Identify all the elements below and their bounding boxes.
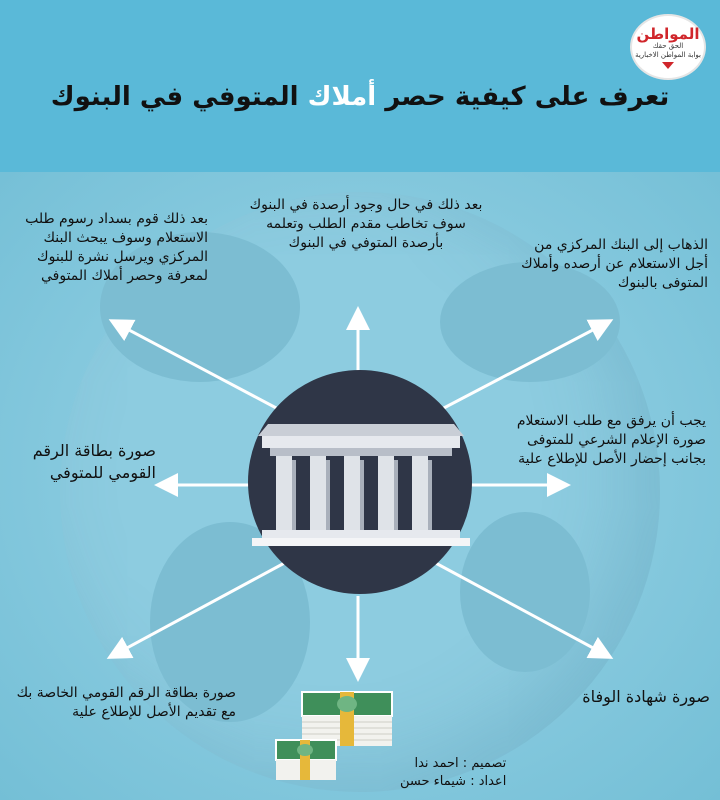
arrow-icon — [440, 322, 608, 410]
step-mid-right: يجب أن يرفق مع طلب الاستعلام صورة الإعلام الشرعي للمتوفى بجانب إحضار الأصل للإطلاع علية — [516, 413, 706, 467]
step-bottom-right: صورة شهادة الوفاة — [582, 687, 710, 706]
step-top-right: الذهاب إلى البنك المركزي من أجل الاستعلام عن أرصده وأملاك المتوفى بالبنوك — [521, 237, 708, 291]
step-top-center: بعد ذلك في حال وجود أرصدة في البنوك سوف تخاطب مقدم الطلب وتعلمه بأرصدة المتوفي في البنوك — [249, 197, 483, 251]
title-part-2: المتوفي في البنوك — [50, 82, 308, 112]
arrow-icon — [112, 560, 290, 656]
step-bottom-left: صورة بطاقة الرقم القومي الخاصة بك مع تقديم الأصل للإطلاع علية — [16, 685, 236, 720]
step-top-left: بعد ذلك قوم بسداد رسوم طلب الاستعلام وسوف يبحث البنك المركزي ويرسل نشرة للبنوك لمعرفة وحصر أملاك المتوفي — [25, 211, 208, 284]
logo-brand: المواطن — [636, 24, 700, 43]
step-mid-left: صورة بطاقة الرقم القومي للمتوفي — [32, 441, 156, 482]
credit-design: تصميم : احمد ندا — [414, 756, 507, 771]
title-highlight: أملاك — [307, 82, 377, 112]
logo-subtitle: بوابة المواطن الاخبارية — [635, 50, 701, 59]
arrow-icon — [114, 322, 280, 410]
credit-prepare: اعداد : شيماء حسن — [400, 774, 507, 789]
credits — [400, 755, 506, 791]
bank-building-icon — [246, 420, 476, 550]
logo-tagline: الحق حقك — [652, 41, 684, 50]
title-part-1: تعرف على كيفية حصر — [376, 82, 670, 112]
money-stack-icon — [272, 688, 412, 788]
arrow-icon — [430, 560, 608, 656]
